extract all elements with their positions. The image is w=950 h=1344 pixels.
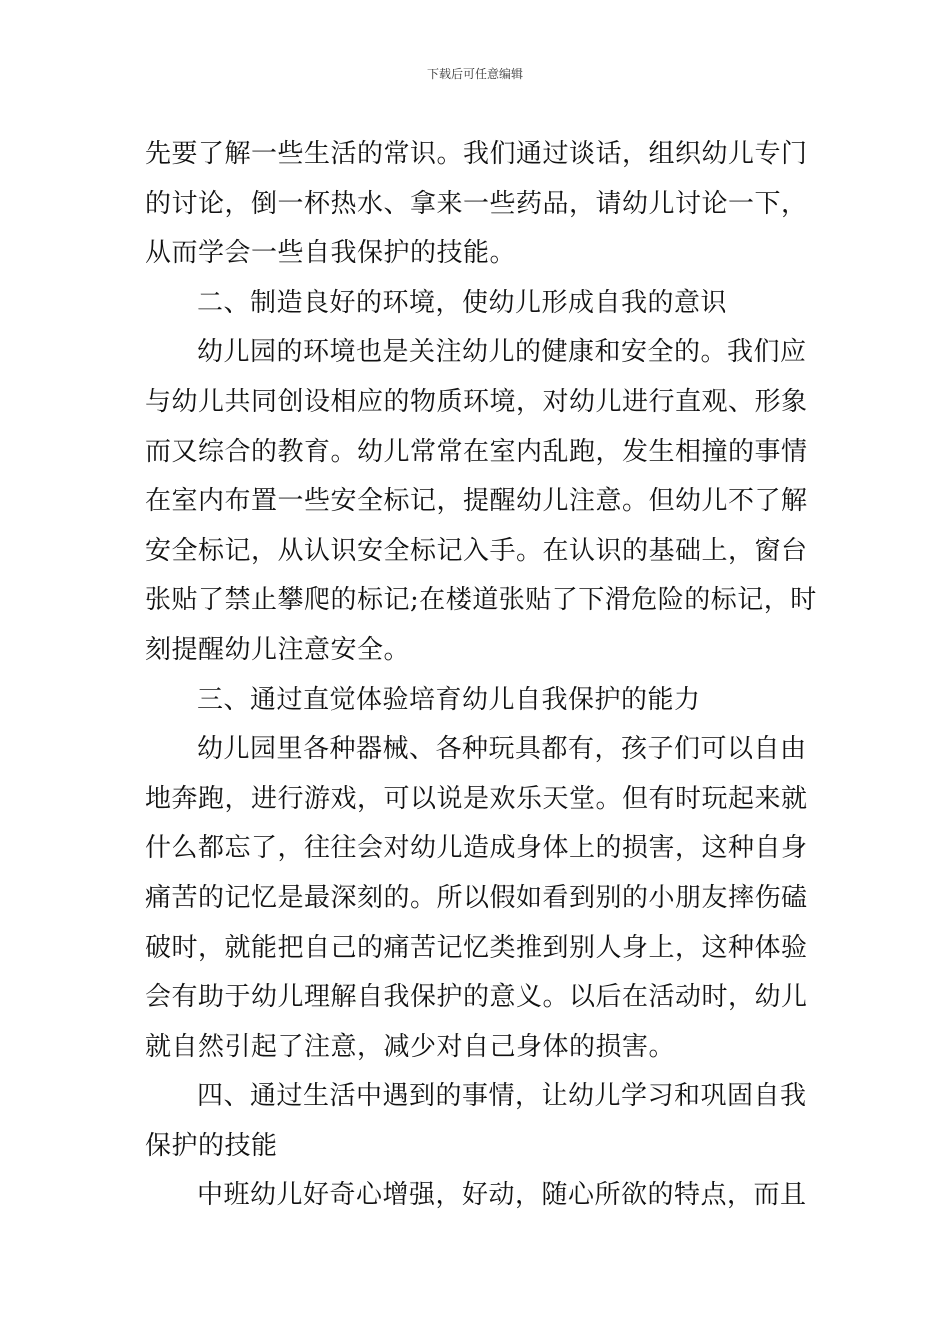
text-line: 在室内布置一些安全标记，提醒幼儿注意。但幼儿不了解	[145, 486, 808, 517]
text-line: 安全标记，从认识安全标记入手。在认识的基础上，窗台	[145, 535, 808, 566]
text-line: 破时，就能把自己的痛苦记忆类推到别人身上，这种体验	[145, 932, 808, 963]
text-line: 张贴了禁止攀爬的标记;在楼道张贴了下滑危险的标记，时	[145, 585, 817, 616]
text-line: 二、制造良好的环境，使幼儿形成自我的意识	[197, 287, 728, 318]
text-line: 先要了解一些生活的常识。我们通过谈话，组织幼儿专门	[145, 139, 808, 169]
text-line: 刻提醒幼儿注意安全。	[145, 634, 411, 665]
text-line: 什么都忘了，往往会对幼儿造成身体上的损害，这种自身	[145, 833, 808, 864]
text-line: 地奔跑，进行游戏，可以说是欢乐天堂。但有时玩起来就	[145, 783, 808, 814]
text-line: 会有助于幼儿理解自我保护的意义。以后在活动时，幼儿	[145, 982, 808, 1013]
page-header: 下载后可任意编辑	[426, 67, 523, 81]
text-line: 就自然引起了注意，减少对自己身体的损害。	[145, 1031, 676, 1062]
text-line: 幼儿园里各种器械、各种玩具都有，孩子们可以自由	[197, 734, 807, 765]
text-line: 而又综合的教育。幼儿常常在室内乱跑，发生相撞的事情	[145, 436, 808, 467]
text-line: 的讨论，倒一杯热水、拿来一些药品，请幼儿讨论一下，	[145, 188, 808, 219]
text-line: 中班幼儿好奇心增强，好动，随心所欲的特点，而且	[197, 1180, 807, 1211]
text-line: 痛苦的记忆是最深刻的。所以假如看到别的小朋友摔伤磕	[145, 882, 808, 913]
document-body	[145, 130, 815, 1221]
text-line: 从而学会一些自我保护的技能。	[145, 238, 517, 269]
text-line: 与幼儿共同创设相应的物质环境，对幼儿进行直观、形象	[145, 386, 808, 417]
text-line: 幼儿园的环境也是关注幼儿的健康和安全的。我们应	[197, 337, 807, 368]
text-line: 三、通过直觉体验培育幼儿自我保护的能力	[197, 684, 701, 715]
text-line: 四、通过生活中遇到的事情，让幼儿学习和巩固自我	[197, 1081, 807, 1112]
text-line: 保护的技能	[145, 1130, 278, 1161]
